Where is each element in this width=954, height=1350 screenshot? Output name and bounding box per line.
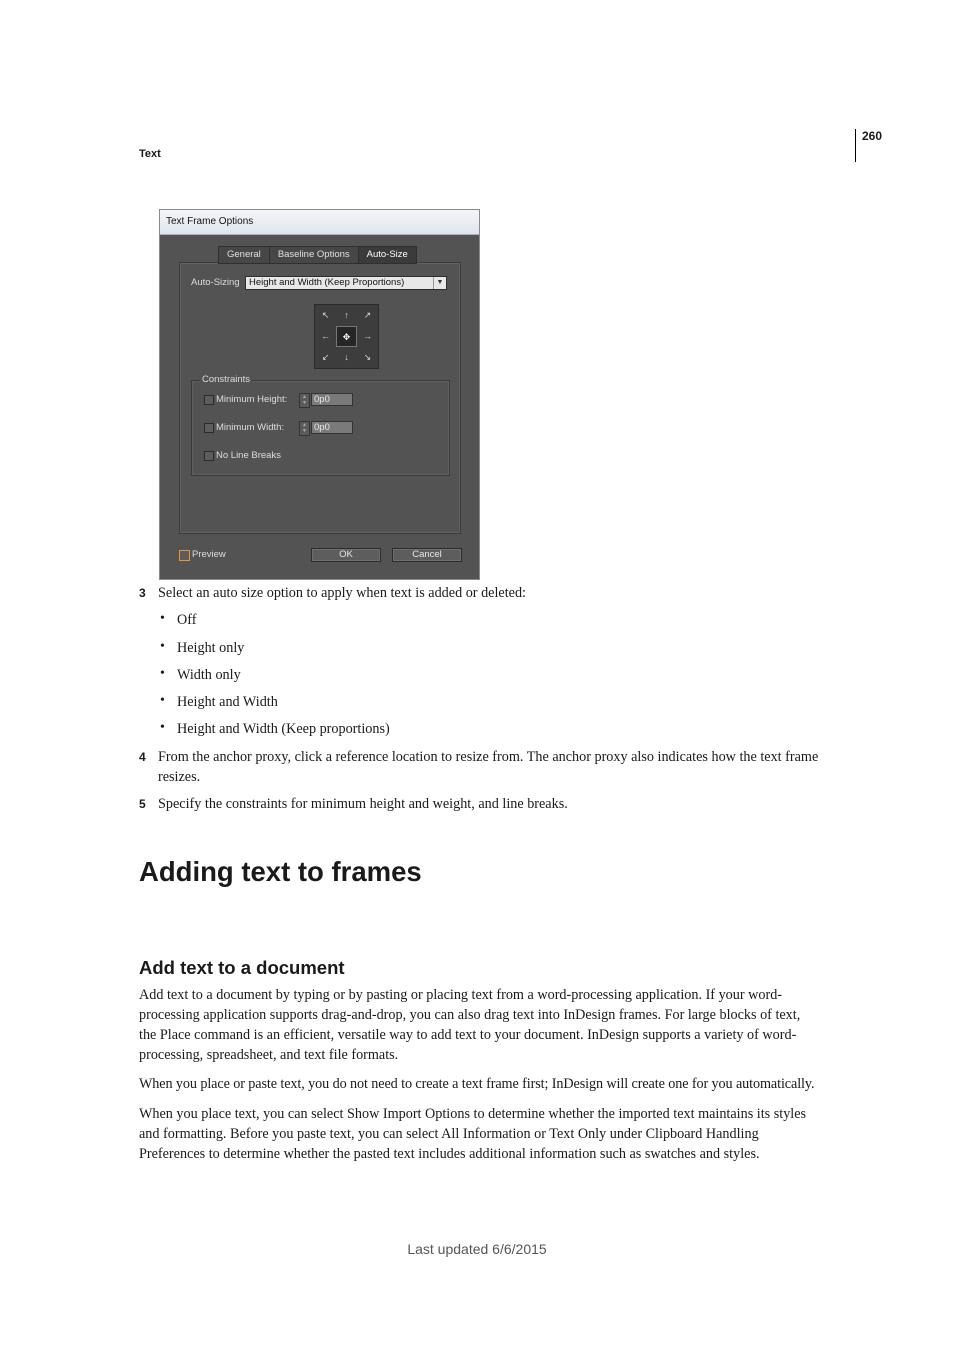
anchor-top-center-icon[interactable]: ↑ — [344, 310, 349, 320]
tab-auto-size[interactable]: Auto-Size — [358, 246, 417, 264]
anchor-bottom-right-icon[interactable]: ↘ — [363, 352, 372, 362]
min-width-checkbox[interactable] — [204, 423, 214, 433]
dialog-title: Text Frame Options — [166, 216, 254, 227]
min-height-checkbox[interactable] — [204, 395, 214, 405]
auto-sizing-select[interactable] — [245, 276, 447, 290]
paragraph-line: processing, spreadsheet, and text file formats. — [139, 1047, 399, 1063]
anchor-middle-left-icon[interactable]: ← — [321, 331, 330, 341]
main-heading: Adding text to frames — [139, 856, 422, 887]
min-width-input[interactable]: 0p0 — [311, 421, 353, 434]
auto-sizing-label: Auto-Sizing — [191, 277, 240, 288]
anchor-bottom-center-icon[interactable]: ↓ — [344, 352, 349, 362]
bullet-dot: • — [160, 666, 165, 681]
bullet-item: Off — [177, 612, 197, 628]
paragraph-line: processing application supports drag-and-drop, you can also drag text into InDesign frames. For large blocks of text, — [139, 1007, 801, 1023]
paragraph-line: and formatting. Before you paste text, you can select All Information or Text Only under Clipboard Handling — [139, 1126, 759, 1142]
min-width-stepper[interactable]: ▲ ▼ — [299, 421, 310, 436]
min-height-label: Minimum Height: — [216, 394, 288, 405]
step-number: 4 — [139, 750, 146, 764]
no-line-breaks-checkbox[interactable] — [204, 451, 214, 461]
dialog-tabs — [218, 246, 416, 264]
step-text-continued: resizes. — [158, 769, 201, 785]
bullet-dot: • — [160, 720, 165, 735]
step-text: From the anchor proxy, click a reference location to resize from. The anchor proxy also indicates how the text frame — [158, 749, 819, 765]
page-number: 260 — [862, 129, 883, 143]
bullet-item: Height only — [177, 640, 245, 656]
anchor-proxy[interactable] — [314, 304, 379, 369]
paragraph-line: the Place command is an efficient, versatile way to add text to your document. InDesign supports a variety of word- — [139, 1027, 797, 1043]
paragraph-line: When you place or paste text, you do not need to create a text frame first; InDesign will create one for you automatically. — [139, 1076, 815, 1092]
preview-checkbox[interactable] — [179, 550, 190, 561]
min-height-stepper[interactable]: ▲ ▼ — [299, 393, 310, 408]
ok-button[interactable]: OK — [311, 548, 381, 562]
anchor-top-right-icon[interactable]: ↗ — [363, 310, 372, 320]
anchor-top-left-icon[interactable]: ↖ — [321, 310, 330, 320]
anchor-center-icon[interactable]: ✥ — [336, 326, 357, 347]
bullet-dot: • — [160, 611, 165, 626]
step-text: Select an auto size option to apply when text is added or deleted: — [158, 585, 526, 601]
anchor-bottom-left-icon[interactable]: ↙ — [321, 352, 330, 362]
section-label: Text — [139, 148, 161, 160]
tab-baseline-options[interactable]: Baseline Options — [269, 246, 359, 264]
bullet-item: Height and Width — [177, 694, 278, 710]
no-line-breaks-label: No Line Breaks — [216, 450, 281, 461]
auto-sizing-value: Height and Width (Keep Proportions) — [249, 277, 405, 288]
anchor-middle-right-icon[interactable]: → — [363, 331, 372, 341]
preview-label: Preview — [192, 549, 226, 560]
footer-last-updated: Last updated 6/6/2015 — [407, 1241, 547, 1257]
sub-heading: Add text to a document — [139, 957, 345, 978]
min-width-label: Minimum Width: — [216, 422, 285, 433]
step-number: 3 — [139, 586, 146, 600]
cancel-button[interactable]: Cancel — [392, 548, 462, 562]
bullet-item: Height and Width (Keep proportions) — [177, 721, 390, 737]
bullet-dot: • — [160, 693, 165, 708]
step-text: Specify the constraints for minimum height and weight, and line breaks. — [158, 796, 568, 812]
min-height-input[interactable]: 0p0 — [311, 393, 353, 406]
paragraph-line: Preferences to determine whether the pasted text includes additional information such as swatches and styles. — [139, 1146, 760, 1162]
constraints-label: Constraints — [202, 374, 251, 385]
paragraph-line: Add text to a document by typing or by pasting or placing text from a word-processing application. If your word- — [139, 987, 783, 1003]
chevron-down-icon: ▼ — [433, 277, 446, 289]
bullet-dot: • — [160, 639, 165, 654]
header-divider — [855, 129, 856, 162]
dialog-titlebar — [160, 210, 479, 235]
tab-general[interactable]: General — [218, 246, 270, 264]
bullet-item: Width only — [177, 667, 241, 683]
step-number: 5 — [139, 797, 146, 811]
text-frame-options-dialog — [159, 209, 480, 580]
paragraph-line: When you place text, you can select Show Import Options to determine whether the imported text maintains its styles — [139, 1106, 807, 1122]
